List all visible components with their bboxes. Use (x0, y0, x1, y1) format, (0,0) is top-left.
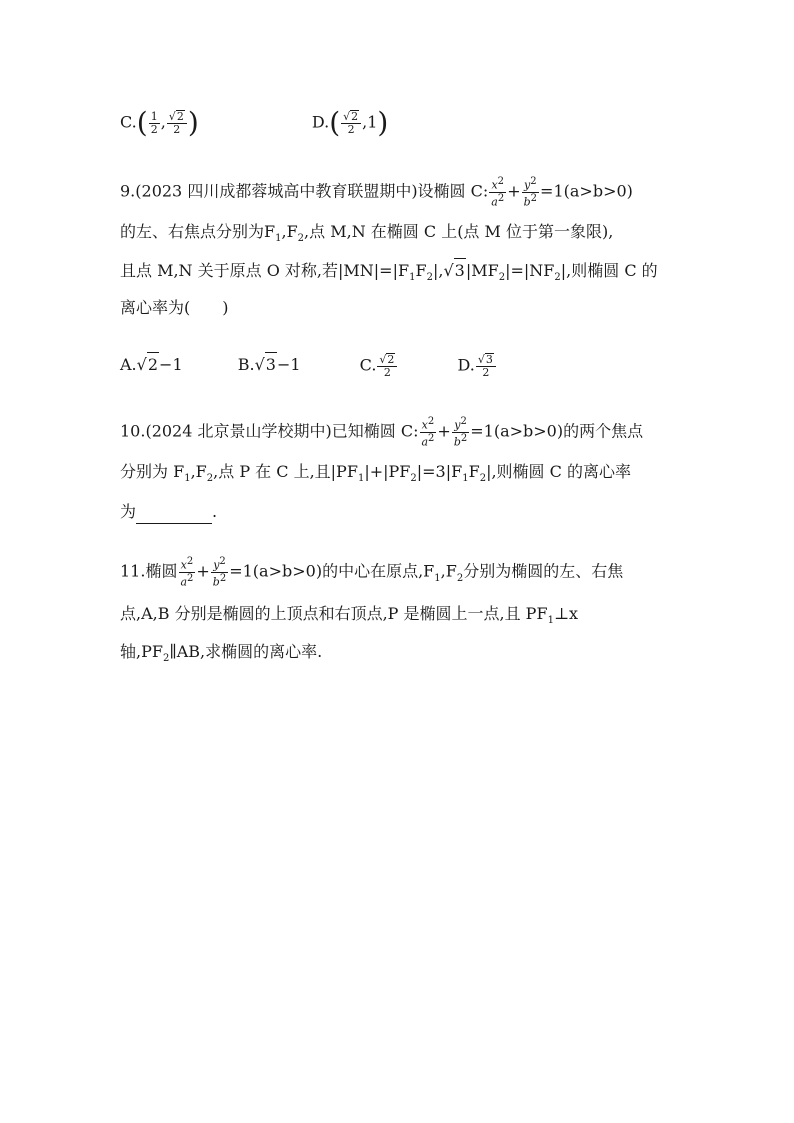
q10-line-1: 10.(2024 北京景山学校期中)已知椭圆 C: $\frac{x^2}{a^2}$ + $\frac{y^2}{b^2}$ =1(a>b>0)的两个焦点 (120, 416, 644, 449)
q8-option-d: D.( √ 2 2 ,1) (311, 106, 389, 139)
q9-option-a: A. √ 2 −1 (120, 352, 183, 377)
q8-options-row (120, 106, 389, 139)
q9-line-3: 且点 M,N 关于原点 O 对称,若$|MN|=|F_1F_2|$, √ 3 $|MF_2|=|NF_2|$,则椭圆 C 的 (120, 258, 658, 290)
q9-option-b: B. √ 3 −1 (238, 352, 301, 377)
q11-line-3: 轴$,PF_2\parallel AB$,求椭圆的离心率. (120, 642, 323, 665)
q8-option-c: C.( $\frac{1}{2}$ , √ 2 2 ) (120, 106, 199, 139)
q9-line-1: 9.(2023 四川成都蓉城高中教育联盟期中)设椭圆 C: $\frac{x^2}{a^2}$ + $\frac{y^2}{b^2}$ =1(a>b>0) (120, 176, 633, 209)
q9-line-4: 离心率为( ) (120, 298, 229, 317)
q10-line-3: 为 . (120, 500, 217, 524)
q10-answer-blank[interactable] (136, 505, 212, 524)
q11-line-1: 11.椭圆 $\frac{x^2}{a^2}$ + $\frac{y^2}{b^2}$ =1(a>b>0)的中心在原点$,F_1,F_2$分别为椭圆的左、右焦 (120, 556, 624, 589)
q9-option-c: C. √ 2 2 (360, 353, 399, 379)
q9-line-2: 的左、右焦点分别为$F_1,F_2$,点 M,N 在椭圆 C 上(点 M 位于第一象限), (120, 222, 614, 245)
q9-option-d: D. √ 3 2 (458, 353, 497, 379)
q9-options-row (120, 352, 497, 379)
q10-line-2: 分别为 $F_1,F_2$,点 P 在 C 上,且$|PF_1|+|PF_2|=3|F_1F_2|$,则椭圆 C 的离心率 (120, 462, 631, 485)
q11-line-2: 点,A,B 分别是椭圆的上顶点和右顶点,P 是椭圆上一点,且 $PF_1\perp x$ (120, 604, 579, 627)
